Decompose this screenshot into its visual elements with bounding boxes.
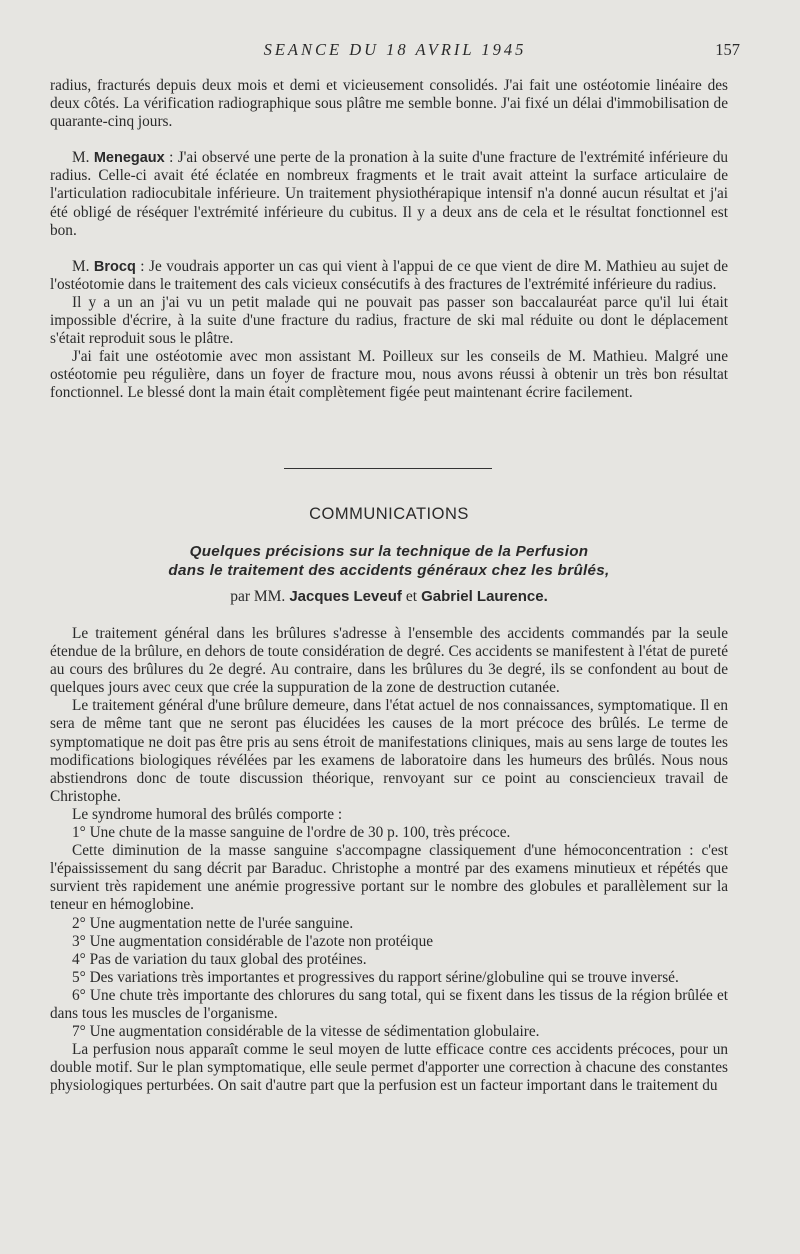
author-name: Jacques Leveuf [289, 588, 402, 605]
article-title-line: dans le traitement des accidents généraux chez les brûlés, [168, 562, 610, 579]
discussion-paragraph [50, 149, 728, 239]
speaker-name: Brocq [93, 258, 136, 275]
body-paragraph: Le traitement général d'une brûlure demeure, dans l'état actuel de nos connaissances, symptomatique. Il en sera de même tant que ne seront pas élucidées les causes de la mort précoce des brûlés. Le terme de symptomatique ne doit pas être pris au sens étroit de manifestations cliniques, mais au sens large de toutes les modifications biologiques révélées par les examens de laboratoire dans les humeurs des brûlés. Nous nous abstiendrons donc de toute discussion théorique, renvoyant sur ce point au consciencieux travail de Christophe. [50, 697, 728, 805]
byline [50, 588, 728, 606]
article-title-line: Quelques précisions sur la technique de la Perfusion [189, 543, 589, 560]
list-item: 2° Une augmentation nette de l'urée sanguine. [72, 914, 354, 932]
page-header [50, 40, 740, 64]
body-paragraph: Le traitement général dans les brûlures s'adresse à l'ensemble des accidents commandés par la seule étendue de la brûlure, en dehors de toute considération de degré. Ces accidents se manifestent à l'état de pureté au cours des brûlures du 2e degré. Au contraire, dans les brûlures du 3e degré, ils se confondent au bout de quelques jours avec ceux que crée la suppuration de la zone de destruction cutanée. [50, 625, 728, 697]
section-title: COMMUNICATIONS [309, 505, 469, 523]
running-head: SEANCE DU 18 AVRIL 1945 [263, 40, 527, 59]
list-item: 3° Une augmentation considérable de l'azote non protéique [72, 932, 434, 950]
discussion-paragraph: radius, fracturés depuis deux mois et demi et vicieusement consolidés. J'ai fait une ostéotomie linéaire des deux côtés. La vérification radiographique sous plâtre me semble bonne. J'ai fixé un délai d'immobilisation de quarante-cinq jours. [50, 77, 728, 131]
discussion-paragraph [50, 258, 728, 294]
byline-conjunction: et [405, 588, 418, 605]
list-item: 7° Une augmentation considérable de la vitesse de sédimentation globulaire. [72, 1023, 540, 1041]
article-title [50, 542, 728, 580]
article-body [50, 625, 728, 1095]
list-item: 4° Pas de variation du taux global des protéines. [72, 950, 367, 968]
speaker-prefix: M. [72, 149, 90, 167]
byline-prefix: par MM. [230, 588, 286, 605]
list-item: 1° Une chute de la masse sanguine de l'ordre de 30 p. 100, très précoce. [72, 824, 511, 842]
list-item: 6° Une chute très importante des chlorures du sang total, qui se fixent dans les tissus de la région brûlée et dans tous les muscles de l'organisme. [50, 986, 728, 1022]
paragraph-text: : Je voudrais apporter un cas qui vient à l'appui de ce que vient de dire M. Mathieu au sujet de l'ostéotomie dans le traitement des cals vicieux consécutifs à des fractures de l'extrémité inférieure du radius. [50, 257, 728, 293]
discussion-paragraph: J'ai fait une ostéotomie avec mon assistant M. Poilleux sur les conseils de M. Mathieu. Malgré une ostéotomie peu régulière, dans un foyer de fracture mou, nous avons réussi à obtenir un très bon résultat fonctionnel. Le blessé dont la main était complètement figée peut maintenant écrire facilement. [50, 348, 728, 402]
speaker-name: Menegaux [93, 150, 165, 167]
body-paragraph: Le syndrome humoral des brûlés comporte : [72, 805, 343, 823]
body-paragraph: La perfusion nous apparaît comme le seul moyen de lutte efficace contre ces accidents précoces, pour un double motif. Sur le plan symptomatique, elle seule permet d'apporter une correction à chacune des constantes physiologiques perturbées. On sait d'autre part que la perfusion est un facteur important dans le traitement du [50, 1041, 728, 1095]
author-name: Gabriel Laurence. [421, 588, 548, 605]
discussion-section [50, 77, 728, 403]
paragraph-text: : J'ai observé une perte de la pronation à la suite d'une fracture de l'extrémité inférieure du radius. Celle-ci avait été éclatée en nombreux fragments et le trait avait atteint la surface articulaire de l'articulation radiocubitale inférieure. Un traitement physiothérapique intensif n'a donné aucun résultat et j'ai été obligé de réséquer l'extrémité inférieure du cubitus. Il y a deux ans de cela et le résultat fonctionnel est bon. [50, 149, 729, 239]
page-number: 157 [715, 40, 740, 59]
body-paragraph: Cette diminution de la masse sanguine s'accompagne classiquement d'une hémoconcentration : c'est l'épaississement du sang décrit par Baraduc. Christophe a montré par des examens minutieux et répétés que survient très rapidement une anémie progressive portant sur le nombre des globules et parallèlement sur la teneur en hémoglobine. [50, 842, 728, 914]
list-item: 5° Des variations très importantes et progressives du rapport sérine/globuline qui se trouve inversé. [72, 968, 679, 986]
section-divider [284, 468, 492, 469]
speaker-prefix: M. [72, 257, 90, 275]
discussion-paragraph: Il y a un an j'ai vu un petit malade qui ne pouvait pas passer son baccalauréat parce qu'il lui était impossible d'écrire, à la suite d'une fracture du radius, fracture de ski mal réduite ou dont le déplacement s'était reproduit sous le plâtre. [50, 293, 728, 348]
